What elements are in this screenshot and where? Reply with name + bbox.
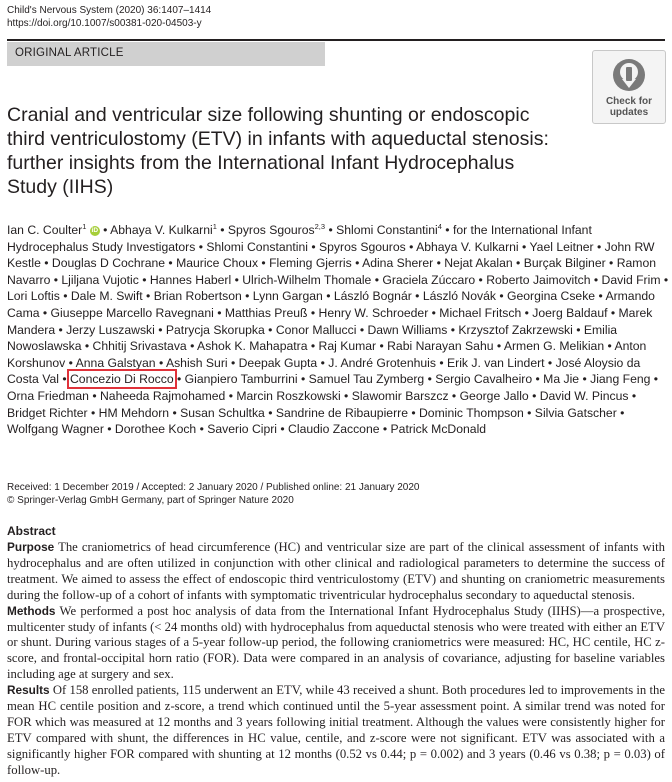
abstract-purpose xyxy=(7,540,665,604)
abstract-heading: Abstract xyxy=(7,524,56,538)
author-name[interactable]: Abhaya V. Kulkarni xyxy=(110,223,213,237)
journal-line: Child's Nervous System (2020) 36:1407–1414 xyxy=(7,5,212,16)
highlighted-author[interactable]: Concezio Di Rocco xyxy=(69,372,174,387)
affiliation-sup: 1 xyxy=(82,221,87,231)
results-text: Of 158 enrolled patients, 115 underwent an ETV, while 43 received a shunt. Both procedures led to improvements in the mean HC centile position and z-score, a trend which continued until the 5-year assessment point. A similar trend was noted for FOR which was measured at 12 months and 3 years following initial treatment. Although the values were consistently higher for ETV compared with shunt, the differences in HC value, centile, and z-score were not significant. ETV was associated with a significantly higher FOR compared with shunting at 12 months (0.52 vs 0.44; p = 0.002) and 3 years (0.46 vs 0.38; p = 0.03) of follow-up. xyxy=(7,683,665,777)
results-label: Results xyxy=(7,683,50,698)
author-name[interactable]: Shlomi Constantini xyxy=(336,223,438,237)
affiliation-sup: 4 xyxy=(437,221,442,231)
author-name[interactable]: Ian C. Coulter xyxy=(7,223,83,237)
methods-label: Methods xyxy=(7,603,56,618)
methods-text: We performed a post hoc analysis of data from the International Infant Hydrocephalus Study (IIHS)—a prospective, multicenter study of infants (< 24 months old) with hydrocephalus from aqueductal stenosis who were treated with either an ETV or shunt. During various stages of a 5-year follow-up period, the following craniometrics were measured: HC, HC centile, HC z-score, and frontal-occipital horn ratio (FOR). Data were compared in an analysis of covariance, adjusting for baseline variables including age at surgery and sex. xyxy=(7,603,665,682)
article-type: ORIGINAL ARTICLE xyxy=(15,47,124,59)
investigators-list-b: • Gianpiero Tamburrini • Samuel Tau Zymberg • Sergio Cavalheiro • Ma Jie • Jiang Feng • Orna Friedman • Naheeda Rajmohamed • Marcin Roszkowski • Slawomir Barszcz • George Jallo • David W. Pincus • Bridget Richter • HM Mehdorn • Susan Schultka • Sandrine de Ribaupierre • Dominic Thompson • Silvia Gatscher • Wolfgang Wagner • Dorothee Koch • Saverio Cipri • Claudio Zaccone • Patrick McDonald xyxy=(7,372,659,437)
check-updates-line1: Check for xyxy=(605,96,653,107)
article-dates xyxy=(7,481,420,507)
abstract-body xyxy=(7,540,665,779)
abstract-methods xyxy=(7,604,665,684)
orcid-icon[interactable]: iD xyxy=(91,226,99,234)
author-list: Ian C. Coulter$^1$ iD • Abhaya V. Kulkarni$^1$ • Spyros Sgouros$^{2,3}$ • Shlomi Constantini$^4$ • for the International Infant Hydrocephalus Study Investigators • Shlomi Constantini • Spyros Sgouros • Abhaya V. Kulkarni • Yael Leitner • John RW Kestle • Douglas D Cochrane • Maurice Choux • Fleming Gjerris • Adina Sherer • Nejat Akalan • Burçak Bilginer • Ramon Navarro • Ljiljana Vujotic • Hannes Haberl • Ulrich-Wilhelm Thomale • Graciela Zúccaro • Roberto Jaimovitch • David Frim • Lori Loftis • Dale M. Swift • Brian Robertson • Lynn Gargan • László Bognár • László Novák • Georgina Cseke • Armando Cama • Giuseppe Marcello Ravegnani • Matthias Preuß • Henry W. Schroeder • Michael Fritsch • Joerg Baldauf • Marek Mandera • Jerzy Luszawski • Patrycja Skorupka • Conor Mallucci • Dawn Williams • Krzysztof Zakrzewski • Emilia Nowoslawska • Chhitij Srivastava • Ashok K. Mahapatra • Raj Kumar • Rabi Narayan Sahu • Armen G. Melikian • Anton Korshunov • Anna Galstyan • Ashish Suri • Deepak Gupta • J. André Grotenhuis • Erik J. van Lindert • José Aloysio da Costa Val • Concezio Di Rocco • Gianpiero Tamburrini • Samuel Tau Zymberg • Sergio Cavalheiro • Ma Jie • Jiang Feng • Orna Friedman • Naheeda Rajmohamed • Marcin Roszkowski • Slawomir Barszcz • George Jallo • David W. Pincus • Bridget Richter • HM Mehdorn • Susan Schultka • Sandrine de Ribaupierre • Dominic Thompson • Silvia Gatscher • Wolfgang Wagner • Dorothee Koch • Saverio Cipri • Claudio Zaccone • Patrick McDonald xyxy=(7,221,669,437)
check-for-updates-button[interactable] xyxy=(592,50,666,124)
purpose-text: The craniometrics of head circumference (HC) and ventricular size are part of the clinical assessment of infants with hydrocephalus and are often utilized in conjunction with other clinical and radiological parameters to determine the success of treatment. We aimed to assess the effect of endoscopic third ventriculostomy (ETV) and shunting on craniometric measurements during the follow-up of a cohort of infants with symptomatic triventricular hydrocephalus secondary to aqueductal stenosis. xyxy=(7,540,665,602)
article-title: Cranial and ventricular size following shunting or endoscopic third ventriculostomy (ETV) in infants with aqueductal stenosis: further insights from the International Infant Hydrocephalus Study (IIHS) xyxy=(7,104,549,198)
purpose-label: Purpose xyxy=(7,540,55,554)
investigators-list-a: for the International Infant Hydrocephalus Study Investigators • Shlomi Constantini • Spyros Sgouros • Abhaya V. Kulkarni • Yael Leitner • John RW Kestle • Douglas D Cochrane • Maurice Choux • Fleming Gjerris • Adina Sherer • Nejat Akalan • Burçak Bilginer • Ramon Navarro • Ljiljana Vujotic • Hannes Haberl • Ulrich-Wilhelm Thomale • Graciela Zúccaro • Roberto Jaimovitch • David Frim • Lori Loftis • Dale M. Swift • Brian Robertson • Lynn Gargan • László Bognár • László Novák • Georgina Cseke • Armando Cama • Giuseppe Marcello Ravegnani • Matthias Preuß • Henry W. Schroeder • Michael Fritsch • Joerg Baldauf • Marek Mandera • Jerzy Luszawski • Patrycja Skorupka • Conor Mallucci • Dawn Williams • Krzysztof Zakrzewski • Emilia Nowoslawska • Chhitij Srivastava • Ashok K. Mahapatra • Raj Kumar • Rabi Narayan Sahu • Armen G. Melikian • Anton Korshunov • Anna Galstyan • Ashish Suri • Deepak Gupta • J. André Grotenhuis • Erik J. van Lindert • José Aloysio da Costa Val • xyxy=(7,223,669,387)
journal-citation xyxy=(7,4,211,30)
article-type-band xyxy=(7,42,325,66)
doi-link[interactable]: https://doi.org/10.1007/s00381-020-04503-y xyxy=(7,18,202,29)
header-rule xyxy=(7,39,665,41)
crossmark-icon xyxy=(611,57,647,93)
copyright-line: © Springer-Verlag GmbH Germany, part of Springer Nature 2020 xyxy=(7,495,294,506)
history-dates: Received: 1 December 2019 / Accepted: 2 January 2020 / Published online: 21 January 2020 xyxy=(7,482,420,493)
affiliation-sup: 1 xyxy=(212,221,217,231)
check-updates-line2: updates xyxy=(609,107,649,118)
affiliation-sup: 2,3 xyxy=(314,221,326,231)
author-name[interactable]: Spyros Sgouros xyxy=(227,223,315,237)
abstract-results xyxy=(7,683,665,778)
